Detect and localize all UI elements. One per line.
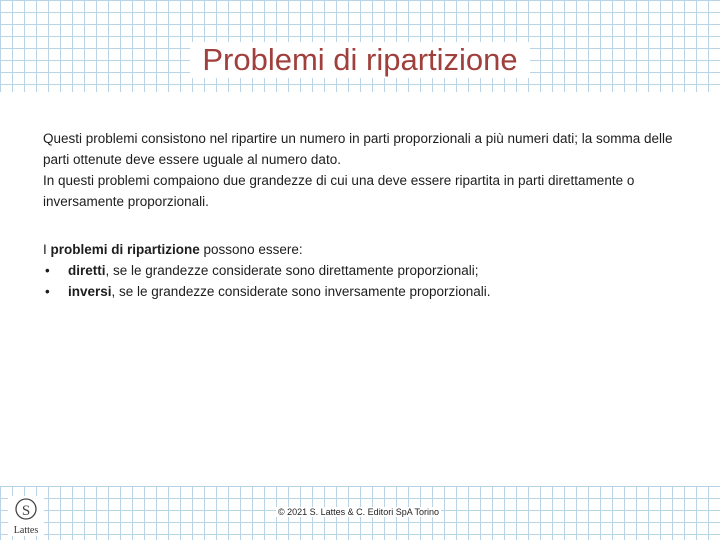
types-list [43,260,683,302]
title-container [0,34,720,86]
intro-line [43,239,683,260]
list-item-diretti [43,260,683,281]
logo-graphic [8,496,44,536]
list-item-term: inversi [68,284,112,299]
bullet-icon: • [45,284,50,299]
copyright-footer: © 2021 S. Lattes & C. Editori SpA Torino [278,507,440,517]
list-item-text [68,260,479,281]
svg-text:S: S [21,503,31,519]
paragraph-definition: Questi problemi consistono nel ripartire un numero in parti proporzionali a più numeri dati; la somma delle parti ottenute deve essere uguale al numero dato. [43,131,673,167]
list-item-text [68,281,491,302]
list-item-description: , se le grandezze considerate sono inversamente proporzionali. [111,284,491,299]
intro-bold-term: problemi di ripartizione [50,242,200,257]
list-item-description: , se le grandezze considerate sono direttamente proporzionali; [105,263,479,278]
spacer [43,212,683,239]
list-item-term: diretti [68,263,106,278]
list-item-inversi [43,281,683,302]
page-title: Problemi di ripartizione [190,42,529,78]
lattes-logo-icon [8,496,44,536]
intro-prefix: I [43,242,51,257]
bullet-icon: • [45,263,50,278]
logo-text: Lattes [13,525,39,536]
intro-suffix: possono essere: [199,242,303,257]
main-content [43,128,683,302]
paragraph-quantities: In questi problemi compaiono due grandezze di cui una deve essere ripartita in parti direttamente o inversamente proporzionali. [43,173,635,209]
